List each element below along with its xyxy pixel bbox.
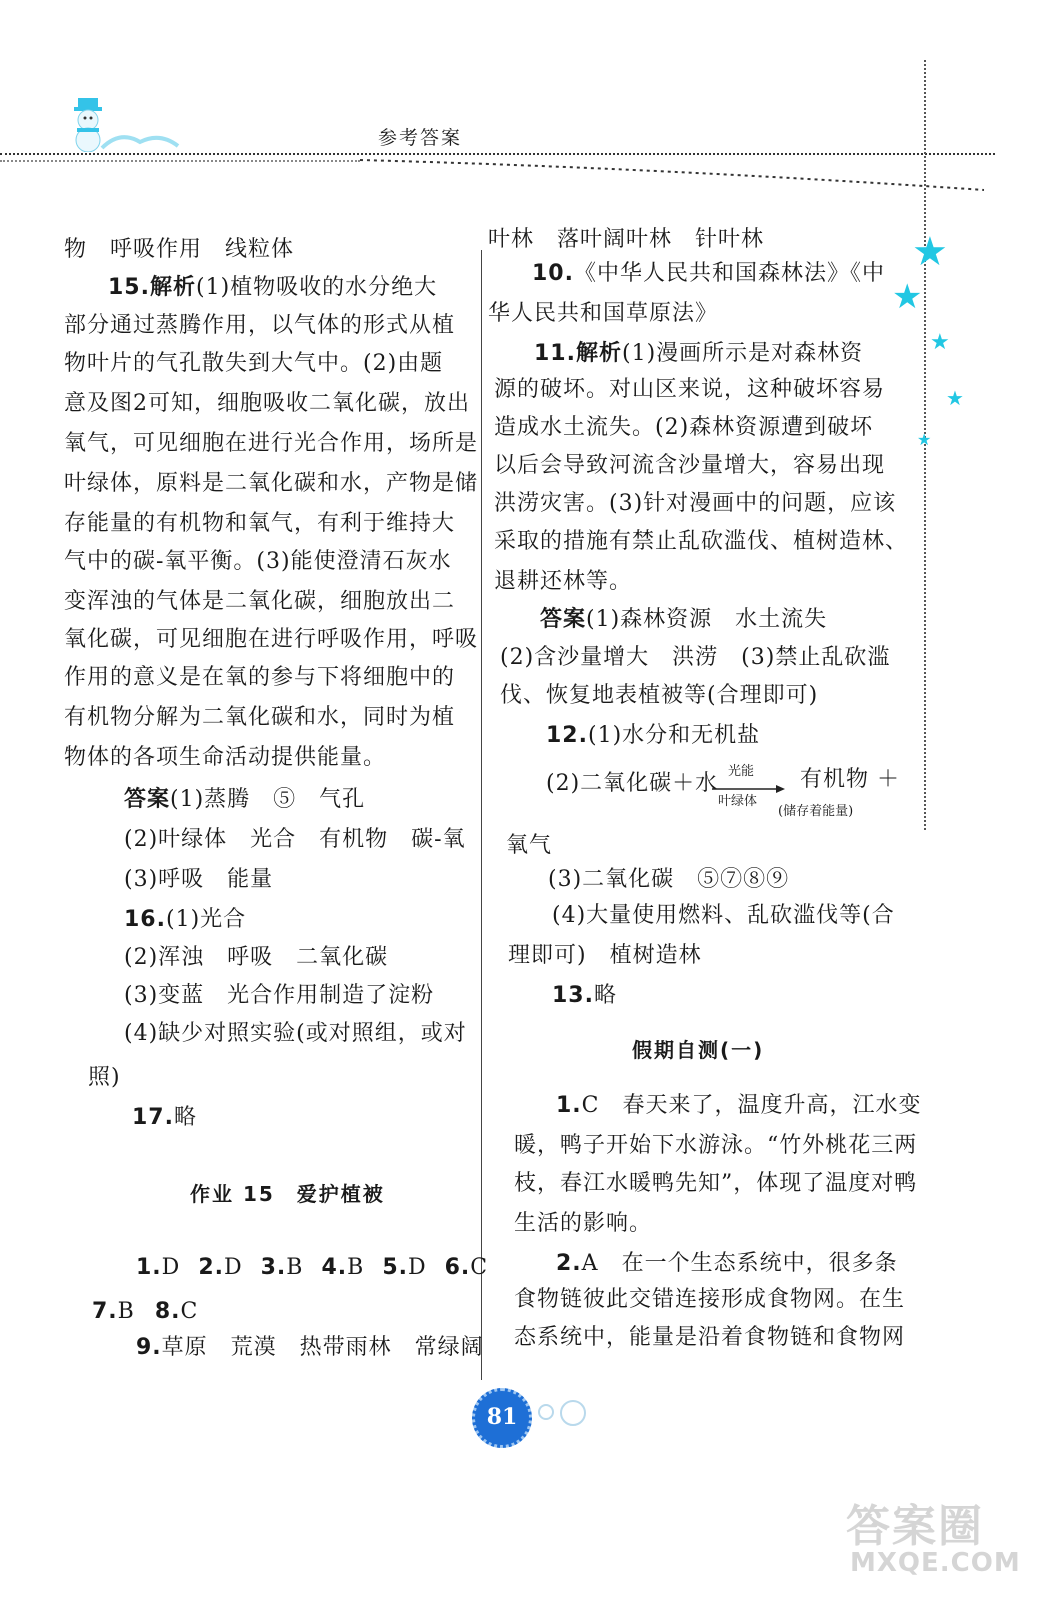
right-line: 造成水土流失。(2)森林资源遭到破坏 <box>494 415 874 440</box>
q13-text: 略 <box>593 983 617 1008</box>
right-line: 食物链彼此交错连接形成食物网。在生 <box>514 1287 906 1312</box>
q11-label: 解析 <box>575 341 622 366</box>
right-line: (4)大量使用燃料、乱砍滥伐等(合 <box>552 903 895 928</box>
mc-item: 7.B <box>92 1299 135 1324</box>
right-line: 源的破坏。对山区来说，这种破坏容易 <box>494 377 886 402</box>
left-line: (3)变蓝 光合作用制造了淀粉 <box>124 983 435 1008</box>
equation-arrow <box>712 779 786 789</box>
header-rule-bottom <box>0 160 360 162</box>
left-line: 氧化碳，可见细胞在进行呼吸作用，呼吸 <box>64 627 479 652</box>
t1-number: 1. <box>556 1093 582 1118</box>
right-line: 伐、恢复地表植被等(合理即可) <box>500 683 819 708</box>
q15-number: 15. <box>108 275 150 300</box>
left-line: 意及图2可知，细胞吸收二氧化碳，放出 <box>64 391 470 416</box>
mc-item: 4.B <box>321 1255 365 1280</box>
q16-text: (1)光合 <box>165 907 247 932</box>
q17-line <box>132 1104 197 1132</box>
q15-line <box>108 274 437 302</box>
t2-number: 2. <box>556 1251 582 1276</box>
q9-number: 9. <box>136 1335 162 1360</box>
mc-item: 6.C <box>444 1255 489 1280</box>
section-title-self-test: 假期自测(一) <box>632 1038 765 1062</box>
left-line: (2)浑浊 呼吸 二氧化碳 <box>124 945 389 970</box>
left-line: 部分通过蒸腾作用，以气体的形式从植 <box>64 313 456 338</box>
ans11-label: 答案 <box>540 607 587 632</box>
mc-item: 3.B <box>260 1255 304 1280</box>
right-line: 洪涝灾害。(3)针对漫画中的问题，应该 <box>494 491 897 516</box>
left-line: 氧气，可见细胞在进行光合作用，场所是 <box>64 431 479 456</box>
q9-line <box>136 1334 484 1362</box>
ring-decoration <box>560 1400 586 1426</box>
right-line: 枝，春江水暖鸭先知”，体现了温度对鸭 <box>514 1171 918 1196</box>
left-line: (4)缺少对照实验(或对照组，或对 <box>124 1021 467 1046</box>
page-number: 81 <box>472 1388 532 1448</box>
cloud-decoration <box>100 128 180 154</box>
t1-text: 春天来了，温度升高，江水变 <box>599 1093 922 1118</box>
q11-text: (1)漫画所示是对森林资 <box>622 341 864 366</box>
right-line: (3)二氧化碳 ⑤⑦⑧⑨ <box>548 867 790 892</box>
equation-condition-above: 光能 <box>728 764 755 779</box>
right-line: 华人民共和国草原法》 <box>488 301 719 326</box>
ans15-line <box>124 786 365 814</box>
star-icon: ★ <box>917 430 932 449</box>
t2-answer: A <box>581 1251 599 1276</box>
right-line: 叶林 落叶阔叶林 针叶林 <box>488 227 765 252</box>
equation-left: (2)二氧化碳＋水 <box>546 771 719 796</box>
header-curve-line <box>360 150 985 195</box>
left-line: 物体的各项生命活动提供能量。 <box>64 745 387 770</box>
ans11-text: (1)森林资源 水土流失 <box>586 607 828 632</box>
q9-text: 草原 荒漠 热带雨林 常绿阔 <box>161 1335 484 1360</box>
right-line: 暖，鸭子开始下水游泳。“竹外桃花三两 <box>514 1133 918 1158</box>
right-line: 以后会导致河流含沙量增大，容易出现 <box>494 453 886 478</box>
q12-text: (1)水分和无机盐 <box>587 723 761 748</box>
ans15-label: 答案 <box>124 787 171 812</box>
right-line: (2)含沙量增大 洪涝 (3)禁止乱砍滥 <box>500 645 891 670</box>
left-line: 气中的碳-氧平衡。(3)能使澄清石灰水 <box>64 549 452 574</box>
star-icon: ★ <box>912 229 948 275</box>
ring-decoration <box>538 1404 554 1420</box>
q10-line <box>532 260 885 288</box>
left-line: 物叶片的气孔散失到大气中。(2)由题 <box>64 351 444 376</box>
q17-text: 略 <box>173 1105 197 1130</box>
q15-text: (1)植物吸收的水分绝大 <box>196 275 438 300</box>
q10-text: 《中华人民共和国森林法》《中 <box>573 261 885 286</box>
mc-item: 5.D <box>382 1255 427 1280</box>
section-title-hw15: 作业 15 爱护植被 <box>190 1182 385 1206</box>
q17-number: 17. <box>132 1105 174 1130</box>
t2-line <box>556 1250 898 1278</box>
column-divider <box>481 250 482 1380</box>
ans15-text: (1)蒸腾 ⑤ 气孔 <box>170 787 366 812</box>
watermark-url: MXQE.COM <box>850 1548 1021 1578</box>
right-line: 采取的措施有禁止乱砍滥伐、植树造林、 <box>494 529 909 554</box>
watermark-logo: 答案圈 <box>846 1501 984 1552</box>
star-icon: ★ <box>930 330 950 355</box>
q16-number: 16. <box>124 907 166 932</box>
q12-line <box>546 722 760 750</box>
q15-label: 解析 <box>149 275 196 300</box>
mc-item: 1.D <box>136 1255 181 1280</box>
q12-number: 12. <box>546 723 588 748</box>
right-line: 生活的影响。 <box>514 1211 653 1236</box>
star-icon: ★ <box>946 386 964 410</box>
header-title: 参考答案 <box>378 127 463 149</box>
t2-text: 在一个生态系统中，很多条 <box>598 1251 898 1276</box>
left-line: (2)叶绿体 光合 有机物 碳-氧 <box>124 827 466 852</box>
t1-line <box>556 1092 922 1120</box>
q11-line <box>534 340 863 368</box>
q16-line <box>124 906 246 934</box>
left-line: 照) <box>88 1065 121 1090</box>
right-line: 理即可) 植树造林 <box>508 943 702 968</box>
equation-condition-below: 叶绿体 <box>718 794 758 809</box>
mc-item: 2.D <box>198 1255 243 1280</box>
left-line: 存能量的有机物和氧气，有利于维持大 <box>64 511 456 536</box>
left-line: 变浑浊的气体是二氧化碳，细胞放出二 <box>64 589 456 614</box>
left-line: 叶绿体，原料是二氧化碳和水，产物是储 <box>64 471 479 496</box>
left-line: (3)呼吸 能量 <box>124 867 274 892</box>
equation-note: (储存着能量) <box>778 804 854 819</box>
right-line: 退耕还林等。 <box>494 569 633 594</box>
left-line: 作用的意义是在氧的参与下将细胞中的 <box>64 665 456 690</box>
left-line: 物 呼吸作用 线粒体 <box>64 237 295 262</box>
equation-right: 有机物 ＋ <box>800 767 900 792</box>
q13-number: 13. <box>552 983 594 1008</box>
mc-answers-line-1 <box>136 1254 488 1282</box>
t1-answer: C <box>581 1093 600 1118</box>
q13-line <box>552 982 617 1010</box>
left-line: 有机物分解为二氧化碳和水，同时为植 <box>64 705 456 730</box>
q11-number: 11. <box>534 341 576 366</box>
mc-answers-line-2 <box>92 1298 198 1326</box>
right-line: 氧气 <box>506 833 553 858</box>
q10-number: 10. <box>532 261 574 286</box>
right-line: 态系统中，能量是沿着食物链和食物网 <box>514 1325 906 1350</box>
ans11-line <box>540 606 827 634</box>
mc-item: 8.C <box>154 1299 199 1324</box>
star-icon: ★ <box>892 277 923 317</box>
